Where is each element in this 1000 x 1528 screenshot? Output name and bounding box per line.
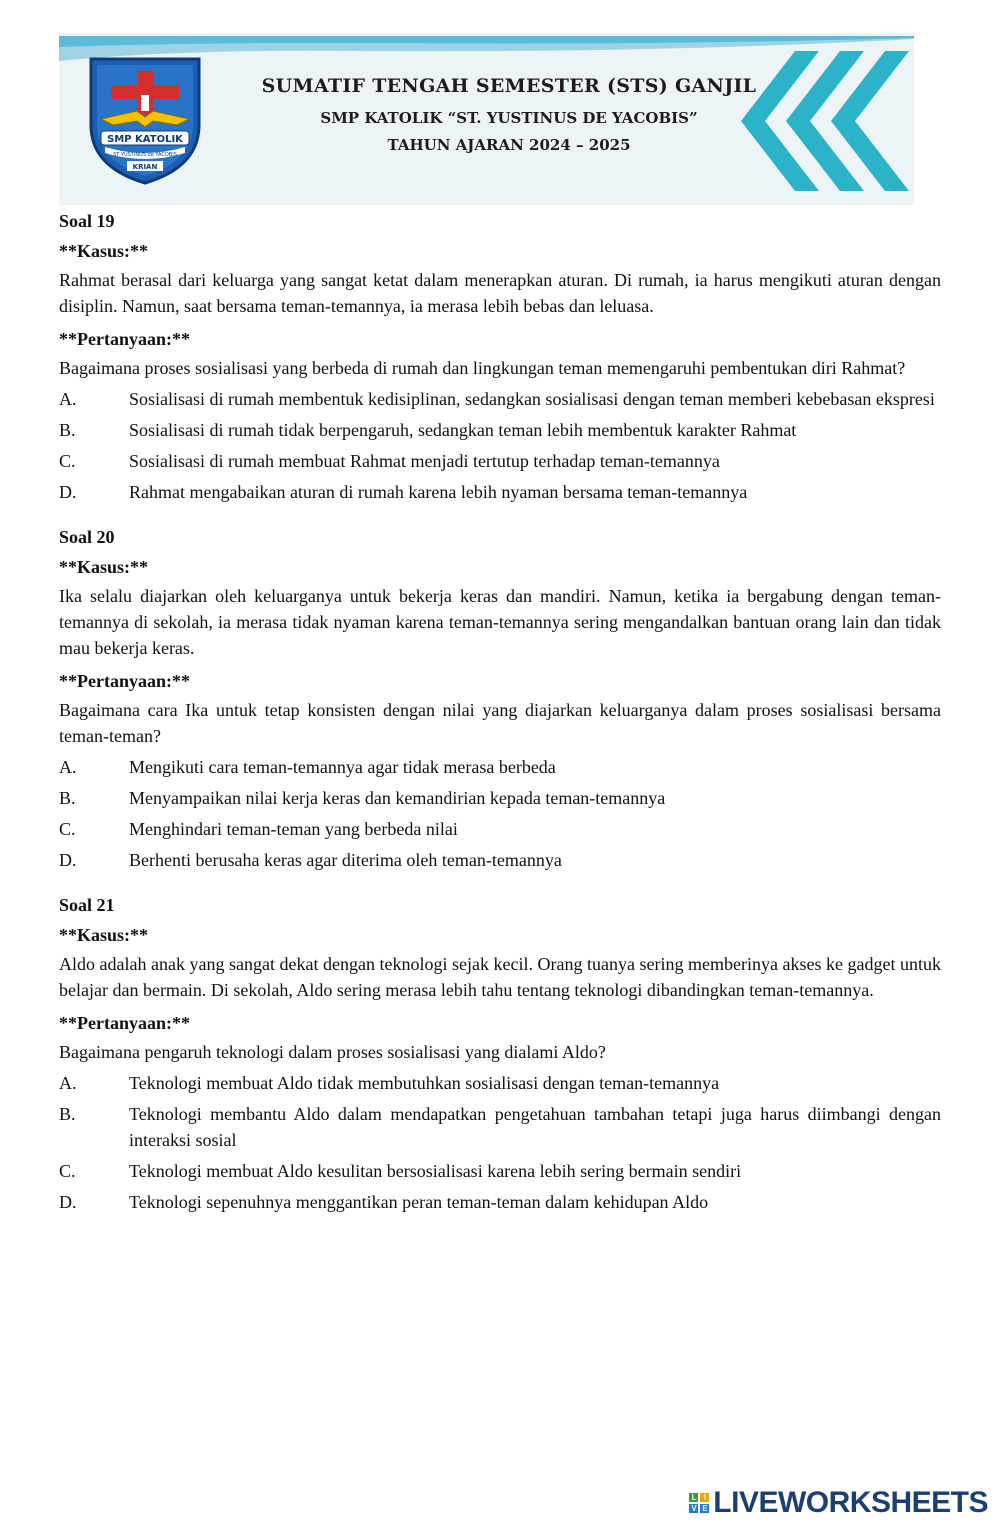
option-letter: B.	[59, 1104, 76, 1124]
option-letter: A.	[59, 1073, 77, 1093]
answer-options	[59, 1070, 941, 1215]
question-label: **Pertanyaan:**	[59, 1013, 190, 1033]
question-block	[59, 522, 941, 873]
option-text: Sosialisasi di rumah tidak berpengaruh, sedangkan teman lebih membentuk karakter Rahmat	[129, 420, 797, 440]
answer-options	[59, 386, 941, 505]
liveworksheets-icon-tile: I	[700, 1493, 709, 1502]
logo-text-name: ST YUSTINUS de YACOBIS	[113, 152, 177, 158]
option-text: Teknologi membantu Aldo dalam mendapatkan pengetahuan tambahan tetapi juga harus diimbangi dengan interaksi sosial	[129, 1104, 941, 1150]
case-label: **Kasus:**	[59, 241, 149, 261]
case-text: Aldo adalah anak yang sangat dekat dengan teknologi sejak kecil. Orang tuanya sering memberinya akses ke gadget untuk belajar dan bermain. Di sekolah, Aldo sering merasa lebih tahu tentang teknologi dibandingkan teman-temannya.	[59, 954, 941, 1000]
school-logo	[87, 55, 203, 187]
option-text: Teknologi sepenuhnya menggantikan peran teman-teman dalam kehidupan Aldo	[129, 1192, 709, 1212]
option-text: Berhenti berusaha keras agar diterima oleh teman-temannya	[129, 850, 562, 870]
answer-option[interactable]	[59, 386, 941, 412]
header-title-school: SMP KATOLIK “ST. YUSTINUS DE YACOBIS”	[320, 109, 698, 127]
header-title-year: TAHUN AJARAN 2024 – 2025	[387, 136, 631, 154]
option-text: Sosialisasi di rumah membuat Rahmat menjadi tertutup terhadap teman-temannya	[129, 451, 720, 471]
option-letter: C.	[59, 1161, 76, 1181]
answer-option[interactable]	[59, 1070, 941, 1096]
answer-option[interactable]	[59, 448, 941, 474]
liveworksheets-icon-tile: E	[700, 1504, 709, 1513]
header-banner	[59, 33, 914, 205]
option-letter: C.	[59, 819, 76, 839]
question-label: **Pertanyaan:**	[59, 671, 190, 691]
logo-text-city: KRIAN	[132, 163, 158, 171]
option-letter: D.	[59, 482, 77, 502]
option-text: Menghindari teman-teman yang berbeda nilai	[129, 819, 458, 839]
option-letter: A.	[59, 389, 77, 409]
header-title-exam: SUMATIF TENGAH SEMESTER (STS) GANJIL	[261, 75, 757, 97]
option-letter: D.	[59, 1192, 77, 1212]
option-letter: A.	[59, 757, 77, 777]
option-text: Teknologi membuat Aldo tidak membutuhkan sosialisasi dengan teman-temannya	[129, 1073, 720, 1093]
question-text: Bagaimana pengaruh teknologi dalam proses sosialisasi yang dialami Aldo?	[59, 1042, 606, 1062]
option-letter: D.	[59, 850, 77, 870]
option-text: Menyampaikan nilai kerja keras dan kemandirian kepada teman-temannya	[129, 788, 666, 808]
liveworksheets-icon-tile: V	[689, 1504, 698, 1513]
case-label: **Kasus:**	[59, 925, 149, 945]
option-letter: B.	[59, 420, 76, 440]
option-text: Sosialisasi di rumah membentuk kedisiplinan, sedangkan sosialisasi dengan teman memberi kebebasan ekspresi	[129, 389, 935, 409]
case-text: Rahmat berasal dari keluarga yang sangat ketat dalam menerapkan aturan. Di rumah, ia harus mengikuti aturan dengan disiplin. Namun, saat bersama teman-temannya, ia merasa lebih bebas dan leluasa.	[59, 270, 941, 316]
answer-option[interactable]	[59, 417, 941, 443]
answer-options	[59, 754, 941, 873]
question-title: Soal 19	[59, 211, 115, 231]
liveworksheets-logo	[689, 1486, 988, 1520]
answer-option[interactable]	[59, 1189, 941, 1215]
option-letter: B.	[59, 788, 76, 808]
logo-text-school: SMP KATOLIK	[107, 134, 183, 145]
answer-option[interactable]	[59, 754, 941, 780]
option-text: Mengikuti cara teman-temannya agar tidak merasa berbeda	[129, 757, 556, 777]
answer-option[interactable]	[59, 847, 941, 873]
case-label: **Kasus:**	[59, 557, 149, 577]
question-title: Soal 20	[59, 527, 115, 547]
question-text: Bagaimana cara Ika untuk tetap konsisten dengan nilai yang diajarkan keluarganya dalam proses sosialisasi bersama teman-teman?	[59, 700, 941, 746]
option-letter: C.	[59, 451, 76, 471]
liveworksheets-icon-tile: L	[689, 1493, 698, 1502]
question-block	[59, 206, 941, 505]
question-title: Soal 21	[59, 895, 115, 915]
chevron-arrows-decoration	[735, 51, 914, 191]
case-text: Ika selalu diajarkan oleh keluarganya untuk bekerja keras dan mandiri. Namun, ketika ia bergabung dengan teman-temannya di sekolah, ia merasa tidak nyaman karena teman-temannya sering mengandalkan bantuan orang lain dan tidak mau bekerja keras.	[59, 586, 941, 658]
question-text: Bagaimana proses sosialisasi yang berbeda di rumah dan lingkungan teman memengaruhi pembentukan diri Rahmat?	[59, 358, 906, 378]
liveworksheets-brand: LIVEWORKSHEETS	[713, 1486, 988, 1519]
option-text: Rahmat mengabaikan aturan di rumah karena lebih nyaman bersama teman-temannya	[129, 482, 748, 502]
answer-option[interactable]	[59, 1101, 941, 1153]
questions-container	[59, 206, 941, 1232]
question-block	[59, 890, 941, 1215]
answer-option[interactable]	[59, 785, 941, 811]
option-text: Teknologi membuat Aldo kesulitan bersosialisasi karena lebih sering bermain sendiri	[129, 1161, 742, 1181]
liveworksheets-icon	[689, 1493, 709, 1513]
answer-option[interactable]	[59, 816, 941, 842]
question-label: **Pertanyaan:**	[59, 329, 190, 349]
answer-option[interactable]	[59, 479, 941, 505]
answer-option[interactable]	[59, 1158, 941, 1184]
